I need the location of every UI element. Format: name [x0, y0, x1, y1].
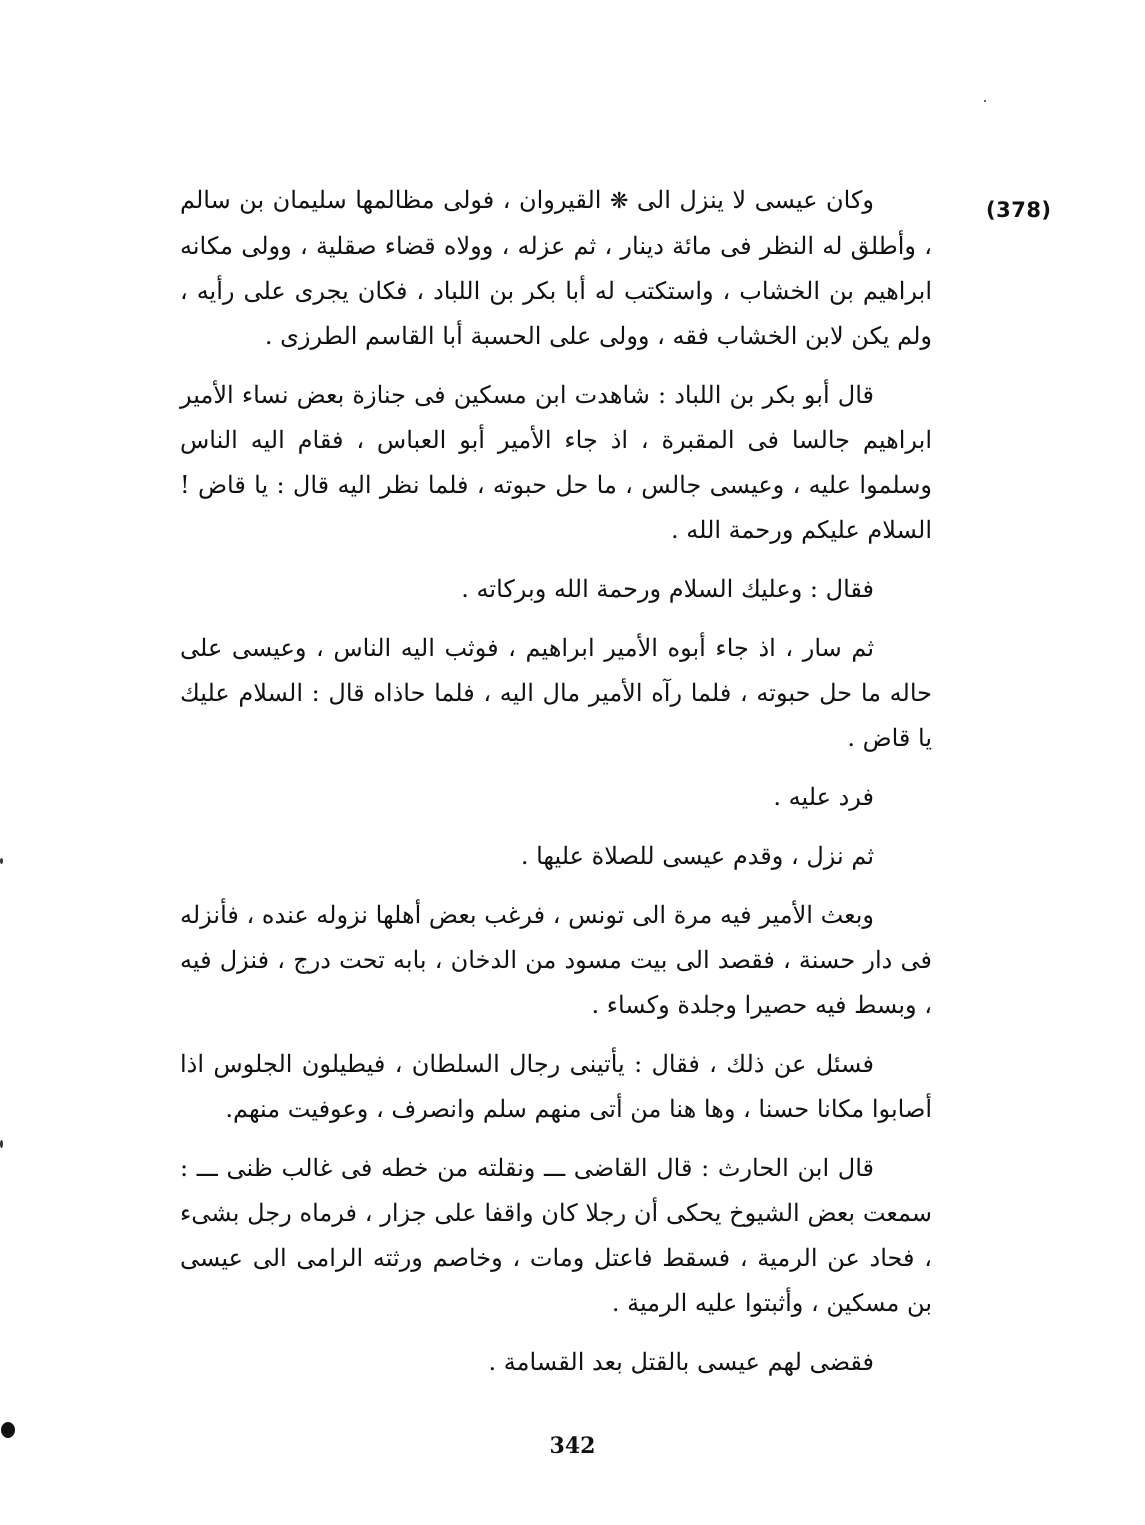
paragraph-4: ثم سار ، اذ جاء أبوه الأمير ابراهيم ، فوثب اليه الناس ، وعيسى على حاله ما حل حبوته ، فلما رآه الأمير مال اليه ، فلما حاذاه قال : السلام عليك يا قاض . [180, 634, 932, 752]
paragraph-5: فرد عليه . [773, 783, 874, 811]
marginal-reference-number: (378) [986, 198, 1052, 222]
paragraph-9: قال ابن الحارث : قال القاضى ـــ ونقلته من خطه فى غالب ظنى ـــ : سمعت بعض الشيوخ يحكى أن رجلا كان واقفا على جزار ، فرماه رجل بشىء ، فحاد عن الرمية ، فسقط فاعتل ومات ، وخاصم ورثته الرامى الى عيسى بن مسكين ، وأثبتوا عليه الرمية . [180, 1154, 932, 1317]
paragraph-3: فقال : وعليك السلام ورحمة الله وبركاته . [461, 575, 874, 603]
paragraph-7: وبعث الأمير فيه مرة الى تونس ، فرغب بعض أهلها نزوله عنده ، فأنزله فى دار حسنة ، فقصد الى بيت مسود من الدخان ، بابه تحت درج ، فنزل فيه ، وبسط فيه حصيرا وجلدة وكساء . [180, 901, 932, 1019]
arabic-text-body [180, 178, 932, 1399]
scan-speck [0, 858, 3, 864]
scan-ink-blot [1, 1422, 15, 1438]
scan-speck [0, 1140, 3, 1148]
paragraph-8: فسئل عن ذلك ، فقال : يأتينى رجال السلطان ، فيطيلون الجلوس اذا أصابوا مكانا حسنا ، وها هنا من أتى منهم سلم وانصرف ، وعوفيت منهم. [180, 1050, 932, 1123]
page-number: 342 [549, 1433, 596, 1459]
paragraph-2: قال أبو بكر بن اللباد : شاهدت ابن مسكين فى جنازة بعض نساء الأمير ابراهيم جالسا فى المقبرة ، اذ جاء الأمير أبو العباس ، فقام اليه الناس وسلموا عليه ، وعيسى جالس ، ما حل حبوته ، فلما نظر اليه قال : يا قاض ! السلام عليكم ورحمة الله . [180, 381, 932, 544]
paragraph-1-rest: القيروان ، فولى مظالمها سليمان بن سالم ، وأطلق له النظر فى مائة دينار ، ثم عزله ، وولاه قضاء صقلية ، وولى مكانه ابراهيم بن الخشاب ، واستكتب له أبا بكر بن اللباد ، فكان يجرى على رأيه ، ولم يكن لابن الخشاب فقه ، وولى على الحسبة أبا القاسم الطرزى . [180, 186, 932, 350]
paragraph-10: فقضى لهم عيسى بالقتل بعد القسامة . [488, 1348, 874, 1376]
asterism-ornament-icon: ❋ [609, 189, 629, 214]
scan-speck [984, 100, 986, 102]
paragraph-1-start: وكان عيسى لا ينزل الى [636, 186, 874, 214]
paragraph-6: ثم نزل ، وقدم عيسى للصلاة عليها . [520, 842, 874, 870]
paragraph-1 [180, 178, 932, 359]
